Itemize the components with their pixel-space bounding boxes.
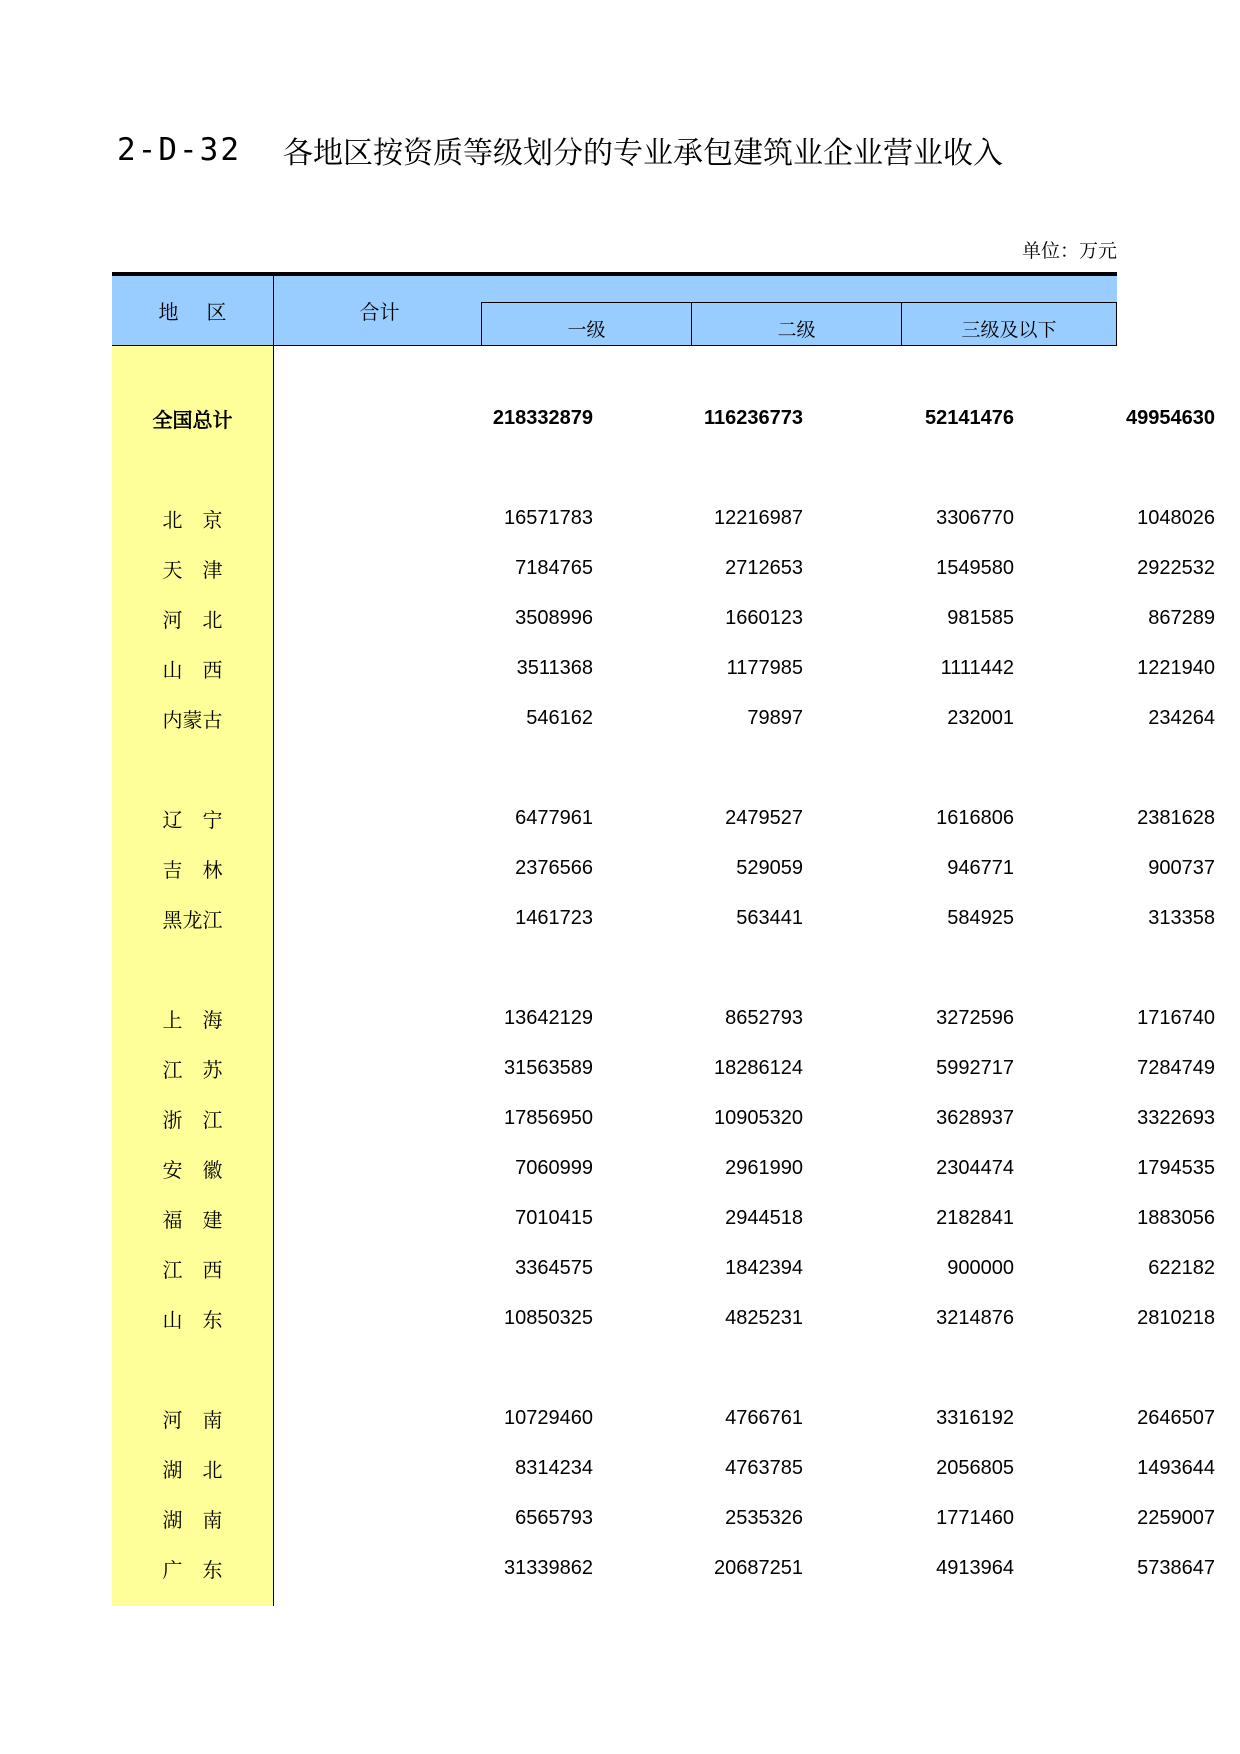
row-grade2: 52141476 [925,406,1014,429]
row-name: 江 西 [162,1257,223,1282]
row-name: 河 北 [162,607,223,632]
row-total: 16571783 [504,506,593,529]
row-name: 江 苏 [162,1057,223,1082]
row-grade3: 2381628 [1137,806,1215,829]
table-row [112,893,1215,943]
row-name: 全国总计 [152,407,233,432]
row-name: 安 徽 [162,1157,223,1182]
row-grade2: 5992717 [936,1056,1014,1079]
row-total: 3508996 [515,606,593,629]
row-grade3: 313358 [1148,906,1215,929]
row-total: 31339862 [504,1556,593,1579]
header-grade2 [691,302,902,345]
row-grade3: 2259007 [1137,1506,1215,1529]
row-grade2: 4913964 [936,1556,1014,1579]
row-grade2: 1111442 [940,656,1014,679]
header-grade2-label: 二级 [777,318,816,341]
row-grade2: 2304474 [936,1156,1014,1179]
row-grade3: 7284749 [1137,1056,1215,1079]
table-row [112,643,1215,693]
table-row [112,1193,1215,1243]
row-total: 7060999 [515,1156,593,1179]
row-grade1: 8652793 [725,1006,803,1029]
row-grade1: 1842394 [725,1256,803,1279]
header-grade1 [481,302,692,345]
row-name: 浙 江 [162,1107,223,1132]
table-code: 2-D-32 [117,132,241,168]
row-grade1: 2712653 [725,556,803,579]
row-grade3: 49954630 [1126,406,1215,429]
row-grade3: 1493644 [1137,1456,1215,1479]
unit-label: 单位：万元 [1021,240,1117,262]
table-row [112,1243,1215,1293]
row-grade1: 2961990 [725,1156,803,1179]
table-row [112,693,1215,743]
row-name: 河 南 [162,1407,223,1432]
header-total: 合计 [359,300,400,324]
row-total: 13642129 [504,1006,593,1029]
row-grade2: 232001 [947,706,1014,729]
table-row [112,993,1215,1043]
row-grade2: 946771 [947,856,1014,879]
table-row [112,1443,1215,1493]
row-grade1: 10905320 [714,1106,803,1129]
table-row [112,1543,1215,1593]
row-name: 黑龙江 [162,907,223,932]
row-grade3: 622182 [1148,1256,1215,1279]
header-region-char-1: 地 [158,300,179,324]
row-grade3: 5738647 [1137,1556,1215,1579]
row-total: 3364575 [515,1256,593,1279]
table-row [112,1093,1215,1143]
table-row [112,843,1215,893]
row-grade1: 563441 [736,906,803,929]
row-grade2: 3214876 [936,1306,1014,1329]
row-grade3: 1221940 [1137,656,1215,679]
row-name: 湖 南 [162,1507,223,1532]
row-grade2: 3316192 [936,1406,1014,1429]
row-grade1: 529059 [736,856,803,879]
row-total: 17856950 [504,1106,593,1129]
row-name: 山 东 [162,1307,223,1332]
row-grade2: 3628937 [936,1106,1014,1129]
row-total: 3511368 [516,656,593,679]
row-grade2: 1549580 [936,556,1014,579]
table-row [112,1393,1215,1443]
row-total: 1461723 [515,906,593,929]
row-total: 31563589 [504,1056,593,1079]
row-total: 218332879 [492,406,593,429]
page-title [117,126,1117,174]
row-grade1: 116236773 [703,406,803,429]
table-row [112,1143,1215,1193]
row-grade3: 2646507 [1137,1406,1215,1429]
row-total: 7184765 [515,556,593,579]
row-grade2: 584925 [947,906,1014,929]
row-name: 吉 林 [162,857,223,882]
row-grade3: 1883056 [1137,1206,1215,1229]
row-name: 山 西 [162,657,223,682]
row-name: 广 东 [162,1557,223,1582]
table-row [112,793,1215,843]
row-grade1: 12216987 [714,506,803,529]
row-grade2: 1771460 [936,1506,1014,1529]
row-total: 6477961 [515,806,593,829]
row-grade2: 3306770 [936,506,1014,529]
row-name: 湖 北 [162,1457,223,1482]
row-grade2: 900000 [947,1256,1014,1279]
row-grade1: 2535326 [725,1506,803,1529]
header-region-char-2: 区 [206,300,227,324]
table-title: 各地区按资质等级划分的专业承包建筑业企业营业收入 [282,136,1003,171]
row-name: 内蒙古 [162,707,223,732]
row-grade3: 867289 [1148,606,1215,629]
row-total: 7010415 [515,1206,593,1229]
table-row [112,1293,1215,1343]
row-total: 10850325 [504,1306,593,1329]
row-grade2: 2056805 [936,1456,1014,1479]
row-grade3: 2810218 [1137,1306,1215,1329]
row-total: 8314234 [515,1456,593,1479]
row-name: 上 海 [162,1007,223,1032]
row-grade2: 981585 [947,606,1014,629]
table-row [112,543,1215,593]
row-grade1: 2944518 [725,1206,803,1229]
row-name: 辽 宁 [162,807,223,832]
row-grade2: 1616806 [936,806,1014,829]
row-grade3: 2922532 [1137,556,1215,579]
header-region [112,276,273,345]
row-total: 2376566 [515,856,593,879]
row-grade1: 4763785 [725,1456,803,1479]
row-grade3: 1048026 [1137,506,1215,529]
row-name: 福 建 [162,1207,223,1232]
row-total: 6565793 [515,1506,593,1529]
row-grade1: 4766761 [725,1406,803,1429]
row-grade1: 1660123 [725,606,803,629]
table-row [112,593,1215,643]
header-grade3-label: 三级及以下 [961,318,1057,341]
row-grade1: 2479527 [725,806,803,829]
row-grade3: 1794535 [1137,1156,1215,1179]
row-grade3: 1716740 [1137,1006,1215,1029]
row-grade1: 79897 [747,706,803,729]
row-total: 10729460 [504,1406,593,1429]
header-grade1-label: 一级 [567,318,606,341]
row-name: 北 京 [162,507,223,532]
row-grade1: 18286124 [714,1056,803,1079]
row-grade1: 20687251 [714,1556,803,1579]
row-grade2: 3272596 [936,1006,1014,1029]
row-grade3: 900737 [1148,856,1215,879]
row-grade1: 4825231 [725,1306,803,1329]
row-grade3: 3322693 [1137,1106,1215,1129]
row-total: 546162 [526,706,593,729]
table-row [112,1043,1215,1093]
table-row [112,493,1215,543]
row-grade3: 234264 [1148,706,1215,729]
header-grade3 [901,302,1117,345]
table-row [112,1493,1215,1543]
row-name: 天 津 [162,557,223,582]
table-row-national [112,393,1215,443]
row-grade1: 1177985 [726,656,803,679]
row-grade2: 2182841 [936,1206,1014,1229]
